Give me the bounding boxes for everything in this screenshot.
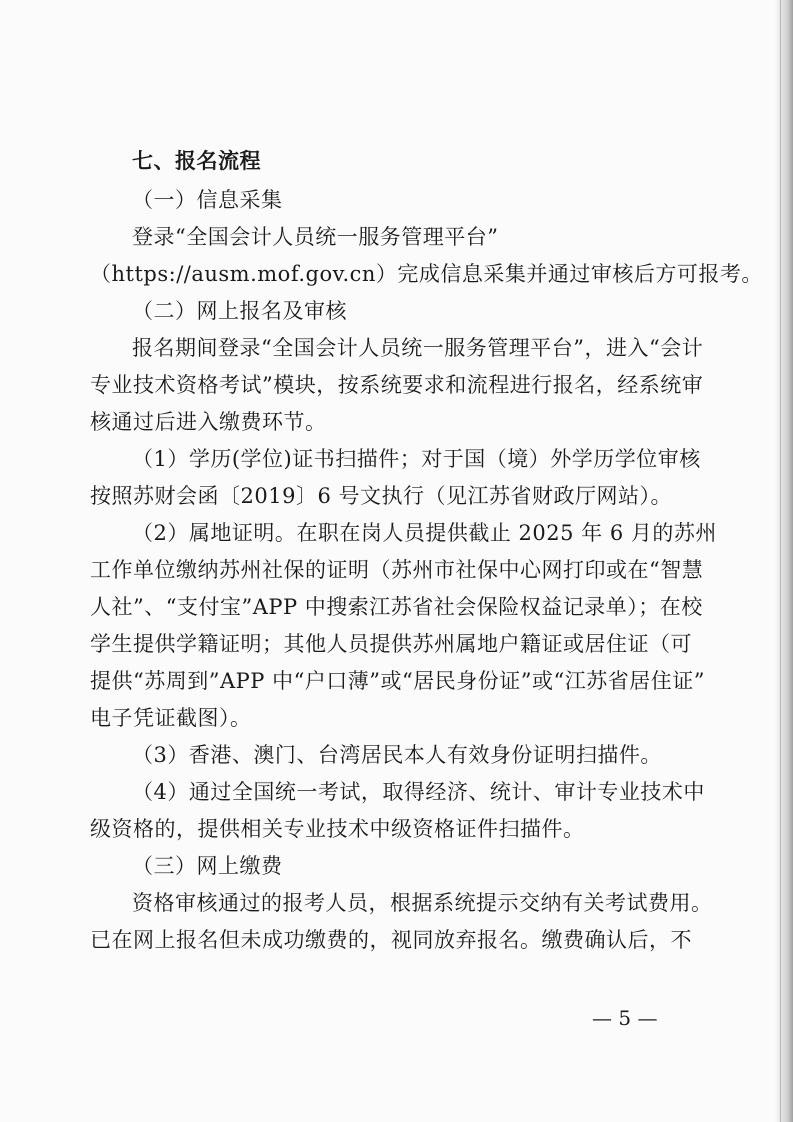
- list-item-2-line: 工作单位缴纳苏州社保的证明（苏州市社保中心网打印或在“智慧: [90, 558, 704, 582]
- page-edge-shadow: [775, 0, 793, 1122]
- list-item-4-line: 级资格的，提供相关专业技术中级资格证件扫描件。: [90, 817, 585, 841]
- paragraph-line: 报名期间登录“全国会计人员统一服务管理平台”，进入“会计: [132, 336, 704, 360]
- subsection-title-online-payment: （三）网上缴费: [132, 854, 283, 878]
- list-item-2-line: 人社”、“支付宝”APP 中搜索江苏省社会保险权益记录单）；在校: [90, 595, 703, 619]
- paragraph-line: 核通过后进入缴费环节。: [90, 410, 327, 434]
- list-item-2-line: （2）属地证明。在职在岗人员提供截止 2025 年 6 月的苏州: [132, 521, 717, 545]
- page-edge-line: [780, 0, 781, 1122]
- list-item-1-line: 按照苏财会函〔2019〕6 号文执行（见江苏省财政厅网站）。: [90, 484, 672, 508]
- subsection-title-online-registration: （二）网上报名及审核: [132, 299, 347, 323]
- list-item-2-line: 提供“苏周到”APP 中“户口薄”或“居民身份证”或“江苏省居住证”: [90, 669, 705, 693]
- paragraph-line: 已在网上报名但未成功缴费的，视同放弃报名。缴费确认后，不: [90, 928, 692, 952]
- page-number: — 5 —: [592, 1006, 658, 1030]
- list-item-3-line: （3）香港、澳门、台湾居民本人有效身份证明扫描件。: [132, 743, 662, 767]
- subsection-title-info-collection: （一）信息采集: [132, 188, 283, 212]
- paragraph-line: 专业技术资格考试”模块，按系统要求和流程进行报名，经系统审: [90, 373, 704, 397]
- list-item-4-line: （4）通过全国统一考试，取得经济、统计、审计专业技术中: [132, 780, 705, 804]
- list-item-2-line: 电子凭证截图）。: [90, 706, 252, 730]
- paragraph-line: （https://ausm.mof.gov.cn）完成信息采集并通过审核后方可报考。: [90, 262, 763, 286]
- list-item-2-line: 学生提供学籍证明；其他人员提供苏州属地户籍证或居住证（可: [90, 632, 692, 656]
- paragraph-line: 资格审核通过的报考人员，根据系统提示交纳有关考试费用。: [132, 891, 713, 915]
- paragraph-line: 登录“全国会计人员统一服务管理平台”: [132, 225, 499, 249]
- list-item-1-line: （1）学历(学位)证书扫描件；对于国（境）外学历学位审核: [132, 447, 701, 471]
- section-title: 七、报名流程: [132, 149, 261, 173]
